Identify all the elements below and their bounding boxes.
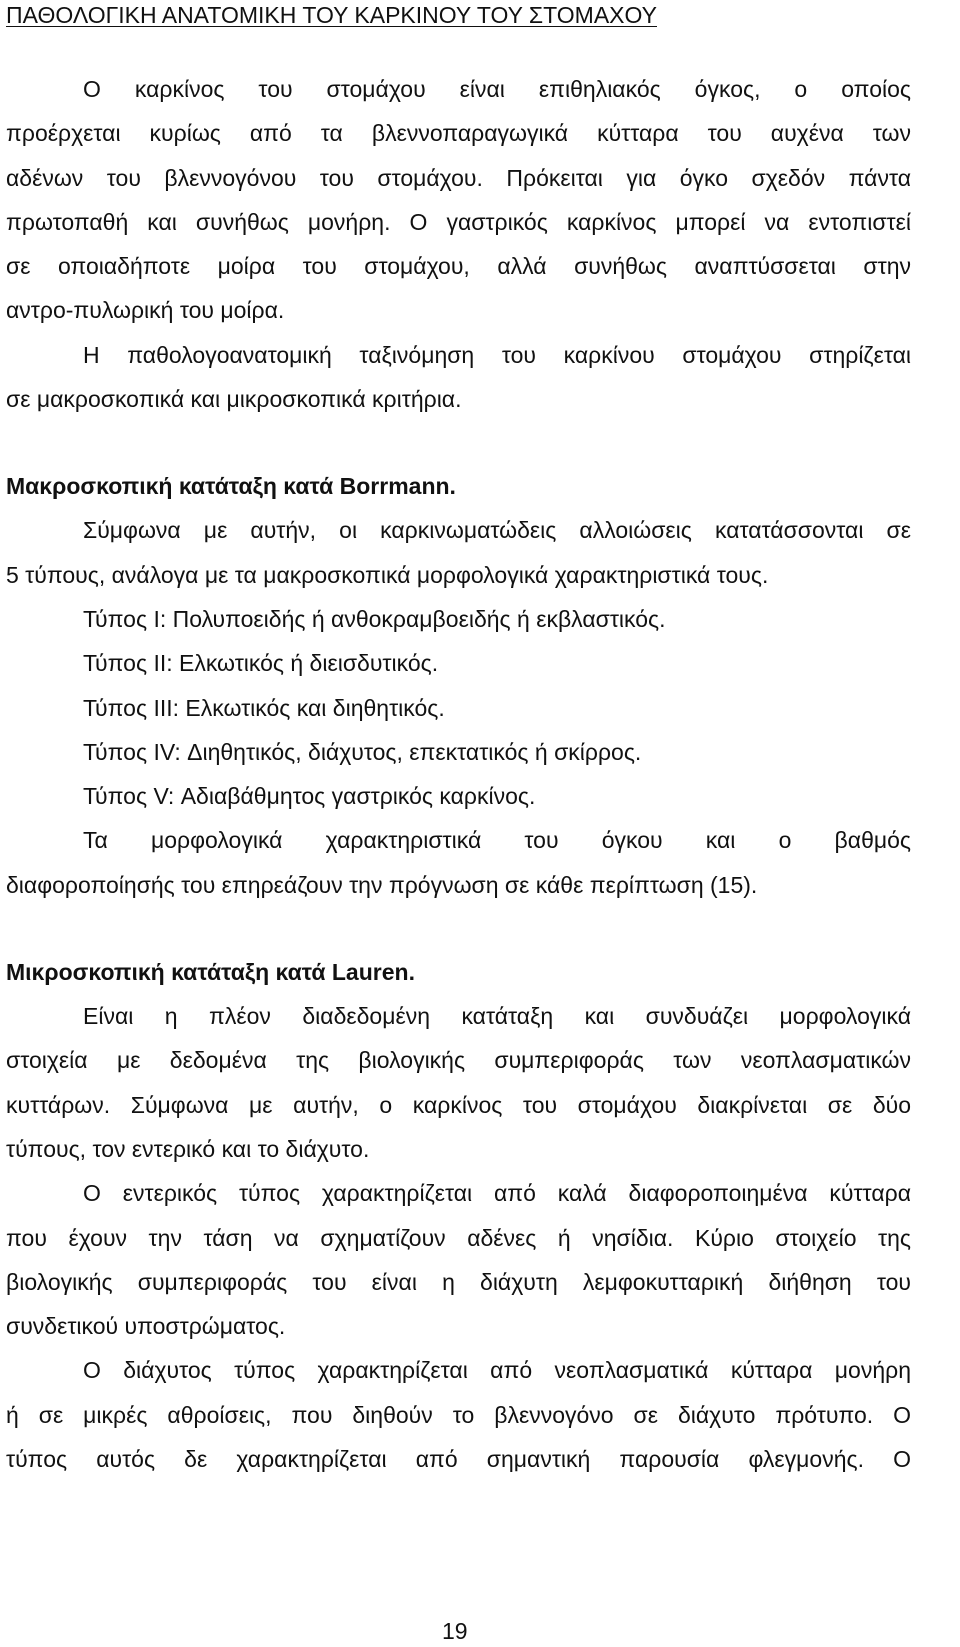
classification-intro-paragraph <box>6 333 911 422</box>
borrmann-type-item: Τύπος ΙΙΙ: Ελκωτικός και διηθητικός. <box>83 694 445 721</box>
paragraph-line: Τα μορφολογικά χαρακτηριστικά του όγκου και ο βαθμός <box>83 827 911 854</box>
paragraph-line: Ο εντερικός τύπος χαρακτηρίζεται από καλά διαφοροποιημένα κύτταρα <box>83 1180 911 1207</box>
borrmann-type-item: Τύπος ΙV: Διηθητικός, διάχυτος, επεκτατικός ή σκίρρος. <box>83 738 642 765</box>
paragraph-line: πρωτοπαθή και συνήθως μονήρη. Ο γαστρικός καρκίνος μπορεί να εντοπιστεί <box>6 208 911 235</box>
paragraph-line: Ο καρκίνος του στομάχου είναι επιθηλιακός όγκος, ο οποίος <box>83 76 911 102</box>
paragraph-line: κυττάρων. Σύμφωνα με αυτήν, ο καρκίνος του στομάχου διακρίνεται σε δύο <box>6 1091 911 1118</box>
paragraph-line: σε οποιαδήποτε μοίρα του στομάχου, αλλά συνήθως αναπτύσσεται στην <box>6 253 911 280</box>
paragraph-line: Είναι η πλέον διαδεδομένη κατάταξη και συνδυάζει μορφολογικά <box>83 1003 911 1030</box>
borrmann-closing-paragraph <box>6 818 911 907</box>
paragraph-line: αδένων του βλεννογόνου του στομάχου. Πρόκειται για όγκο σχεδόν πάντα <box>6 164 911 191</box>
paragraph-line: αντρο-πυλωρική του μοίρα. <box>6 297 285 324</box>
paragraph-line: ή σε μικρές αθροίσεις, που διηθούν το βλεννογόνο σε διάχυτο πρότυπο. Ο <box>6 1401 911 1428</box>
paragraph-line: Σύμφωνα με αυτήν, οι καρκινωματώδεις αλλοιώσεις κατατάσσονται σε <box>83 517 911 544</box>
paragraph-line: σε μακροσκοπικά και μικροσκοπικά κριτήρια. <box>6 386 462 413</box>
document-title: ΠΑΘΟΛΟΓΙΚΗ ΑΝΑΤΟΜΙΚΗ ΤΟΥ ΚΑΡΚΙΝΟΥ ΤΟΥ ΣΤΟΜΑΧΟΥ <box>6 2 657 28</box>
paragraph-line: στοιχεία με δεδομένα της βιολογικής συμπεριφοράς των νεοπλασματικών <box>6 1047 911 1074</box>
borrmann-type-item: Τύπος V: Αδιαβάθμητος γαστρικός καρκίνος. <box>83 783 536 810</box>
paragraph-line: Η παθολογοανατομική ταξινόμηση του καρκίνου στομάχου στηρίζεται <box>83 341 911 368</box>
lauren-heading: Μικροσκοπική κατάταξη κατά Lauren. <box>6 959 415 986</box>
paragraph-line: 5 τύπους, ανάλογα με τα μακροσκοπικά μορφολογικά χαρακτηριστικά τους. <box>6 561 769 588</box>
paragraph-line: προέρχεται κυρίως από τα βλεννοπαραγωγικά κύτταρα του αυχένα των <box>6 120 911 147</box>
lauren-paragraph-2 <box>6 1171 911 1348</box>
paragraph-line: διαφοροποίησής του επηρεάζουν την πρόγνωση σε κάθε περίπτωση (15). <box>6 871 758 898</box>
borrmann-type-item: Τύπος ΙΙ: Ελκωτικός ή διεισδυτικός. <box>83 650 439 677</box>
paragraph-line: βιολογικής συμπεριφοράς του είναι η διάχυτη λεμφοκυτταρική διήθηση του <box>6 1268 911 1295</box>
paragraph-line: που έχουν την τάση να σχηματίζουν αδένες ή νησίδια. Κύριο στοιχείο της <box>6 1224 911 1251</box>
paragraph-line: συνδετικού υποστρώματος. <box>6 1313 286 1340</box>
borrmann-type-list <box>6 597 911 818</box>
lauren-paragraph-3 <box>6 1348 911 1481</box>
document-page <box>6 0 911 1481</box>
borrmann-heading: Μακροσκοπική κατάταξη κατά Borrmann. <box>6 473 456 500</box>
borrmann-intro-paragraph <box>6 508 911 597</box>
lauren-paragraph-1 <box>6 994 911 1171</box>
page-number: 19 <box>442 1618 468 1644</box>
intro-paragraph <box>6 67 911 333</box>
paragraph-line: Ο διάχυτος τύπος χαρακτηρίζεται από νεοπλασματικά κύτταρα μονήρη <box>83 1357 911 1384</box>
borrmann-type-item: Τύπος Ι: Πολυποειδής ή ανθοκραμβοειδής ή εκβλαστικός. <box>83 605 666 632</box>
paragraph-line: τύπους, τον εντερικό και το διάχυτο. <box>6 1135 370 1162</box>
paragraph-line: τύπος αυτός δε χαρακτηρίζεται από σημαντική παρουσία φλεγμονής. Ο <box>6 1446 911 1473</box>
